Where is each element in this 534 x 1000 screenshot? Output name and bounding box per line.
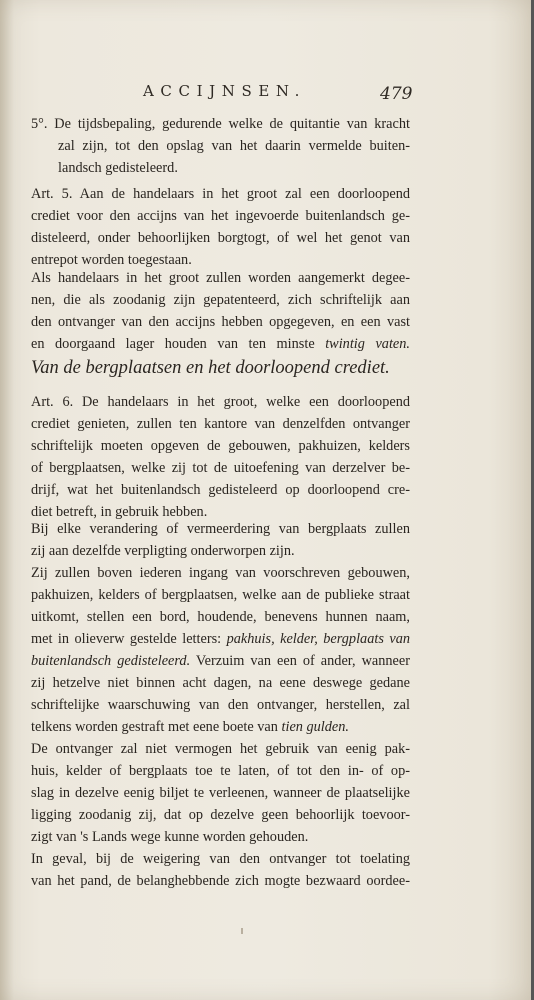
running-title: ACCIJNSEN. <box>143 82 307 100</box>
printer-mark <box>241 928 243 934</box>
text-line: ligging zoodanig zij, dat op dezelve geen behoorlijk toevoor- <box>31 807 410 823</box>
text-line: diet betreft, in gebruik hebben. <box>31 504 208 520</box>
text-line-italic: tien gulden. <box>281 719 349 735</box>
text-line: Bij elke verandering of vermeerdering van bergplaats zullen <box>31 521 410 537</box>
text-line: entrepot worden toegestaan. <box>31 252 192 268</box>
text-line-italic: pakhuis, kelder, bergplaats van <box>226 631 410 647</box>
page-number: 479 <box>380 84 413 104</box>
text-line: huis, kelder of bergplaats toe te laten, of tot den in- of op- <box>31 763 410 779</box>
text-line: uitkomt, stellen een bord, houdende, benevens hunnen naam, <box>31 609 410 625</box>
text-line: pakhuizen, kelders of bergplaatsen, welke aan de publieke straat <box>31 587 410 603</box>
text-line: disteleerd, onder behoorlijken borgtogt, of wel het genot van <box>31 230 410 246</box>
text-line-roman: Verzuim van een of ander, wanneer <box>195 653 410 669</box>
text-line: crediet genieten, zullen ten kantore van denzelfden ontvanger <box>31 416 410 432</box>
text-line: drijf, wat het buitenlandsch gedisteleerd op doorloopend cre- <box>31 482 410 498</box>
text-line: De ontvanger zal niet vermogen het gebruik van eenig pak- <box>31 741 410 757</box>
text-line: of bergplaatsen, welke zij tot de uitoefening van derzelver be- <box>31 460 410 476</box>
text-line: van het pand, de belanghebbende zich mogte bezwaard oordee- <box>31 873 410 889</box>
text-line: zal zijn, tot den opslag van het daarin vermelde buiten- <box>58 138 410 154</box>
text-line: schriftelijk moeten opgeven de gebouwen, pakhuizen, kelders <box>31 438 410 454</box>
text-line: crediet voor den accijns van het ingevoerde buitenlandsch ge- <box>31 208 410 224</box>
text-line: zigt van 's Lands wege kunne worden gehouden. <box>31 829 309 845</box>
text-line-roman: en doorgaand lager houden van ten minste <box>31 336 315 352</box>
text-line: Zij zullen boven iederen ingang van voorschreven gebouwen, <box>31 565 410 581</box>
text-line: Art. 6. De handelaars in het groot, welke een doorloopend <box>31 394 410 410</box>
text-line: schriftelijke waarschuwing van den ontvanger, herstellen, zal <box>31 697 410 713</box>
running-head <box>0 80 534 106</box>
text-line: In geval, bij de weigering van den ontvanger tot toelating <box>31 851 410 867</box>
text-line <box>31 631 410 653</box>
text-line: slag in dezelve eenig biljet te verleenen, wanneer de plaatselijke <box>31 785 410 801</box>
text-line: zij hetzelve niet binnen acht dagen, na eene deswege gedane <box>31 675 410 691</box>
text-line: Als handelaars in het groot zullen worden aangemerkt degee- <box>31 270 410 286</box>
text-line: Art. 5. Aan de handelaars in het groot zal een doorloopend <box>31 186 410 202</box>
text-line: 5°. De tijdsbepaling, gedurende welke de quitantie van kracht <box>31 116 410 132</box>
text-line: nen, die als zoodanig zijn gepatenteerd, zich schriftelijk aan <box>31 292 410 308</box>
text-line-roman: met in olieverw gestelde letters: <box>31 631 222 647</box>
text-line <box>31 719 410 741</box>
text-line: den ontvanger van den accijns hebben opgegeven, en een vast <box>31 314 410 330</box>
text-line: zij aan dezelfde verpligting onderworpen zijn. <box>31 543 295 559</box>
text-line-italic: twintig vaten. <box>325 336 410 352</box>
text-line-roman: telkens worden gestraft met eene boete van <box>31 719 278 735</box>
section-heading: Van de bergplaatsen en het doorloopend crediet. <box>31 358 390 378</box>
text-line: landsch gedisteleerd. <box>58 160 178 176</box>
text-line-italic: buitenlandsch gedisteleerd. <box>31 653 191 669</box>
text-line <box>31 653 410 675</box>
text-line <box>31 336 410 358</box>
